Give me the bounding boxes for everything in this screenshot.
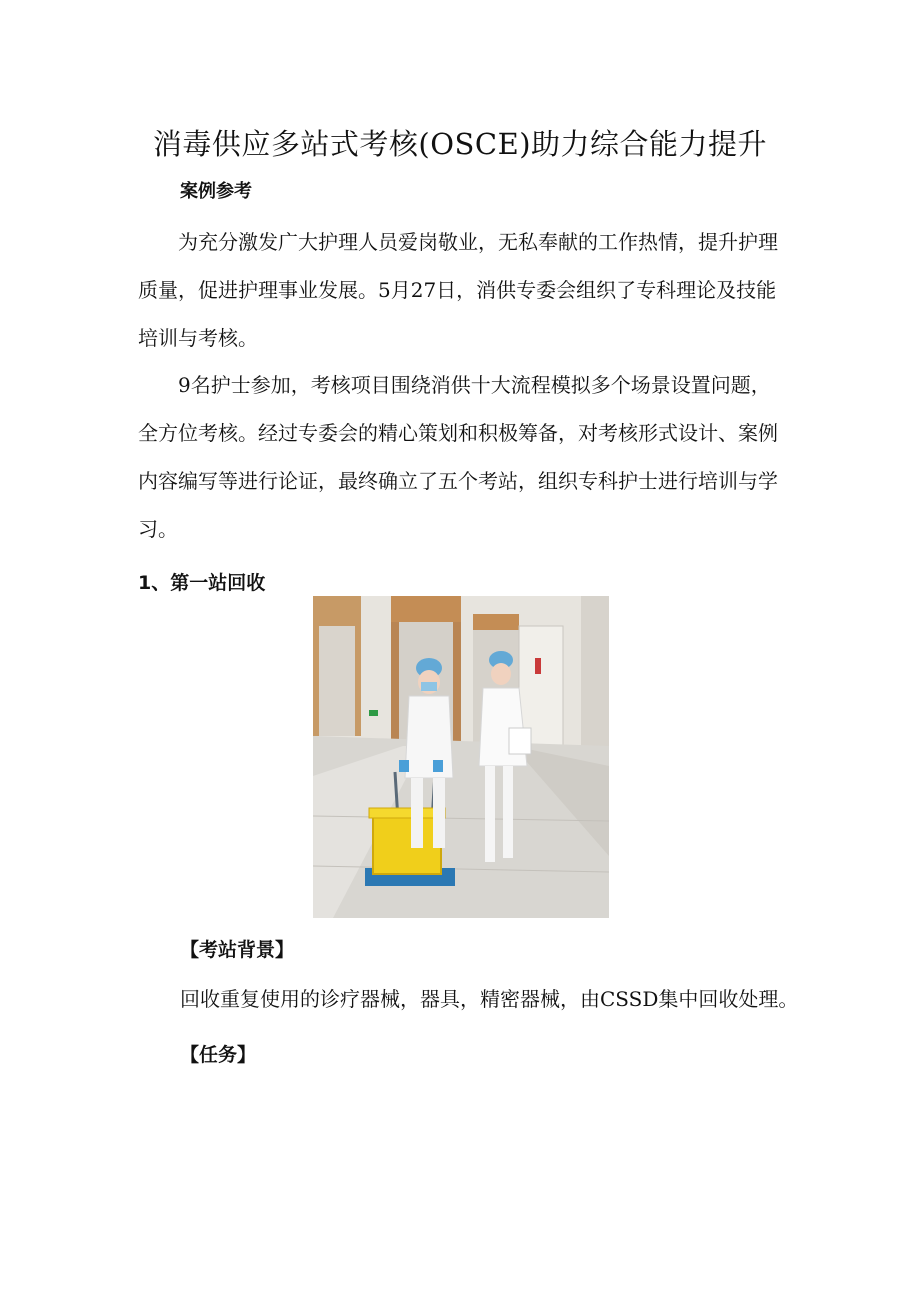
intro-paragraph: 为充分激发广大护理人员爱岗敬业，无私奉献的工作热情，提升护理质量，促进护理事业发展。5月27日，消供专委会组织了专科理论及技能培训与考核。 — [138, 230, 778, 350]
station-background-heading: 【考站背景】 — [180, 939, 295, 961]
station-background-text: 回收重复使用的诊疗器械，器具，精密器械，由CSSD集中回收处理。 — [180, 987, 799, 1011]
page-title: 消毒供应多站式考核(OSCE)助力综合能力提升 — [152, 127, 768, 161]
details-paragraph: 9名护士参加，考核项目围绕消供十大流程模拟多个场景设置问题，全方位考核。经过专委会的精心策划和积极筹备，对考核形式设计、案例内容编写等进行论证，最终确立了五个考站，组织专科护士进行培训与学习。 — [138, 373, 778, 541]
task-heading: 【任务】 — [180, 1044, 257, 1066]
photo-illustration — [313, 596, 609, 918]
section-heading: 1、第一站回收 — [138, 572, 266, 594]
case-heading: 案例参考 — [180, 181, 252, 202]
station-photo — [313, 596, 609, 918]
